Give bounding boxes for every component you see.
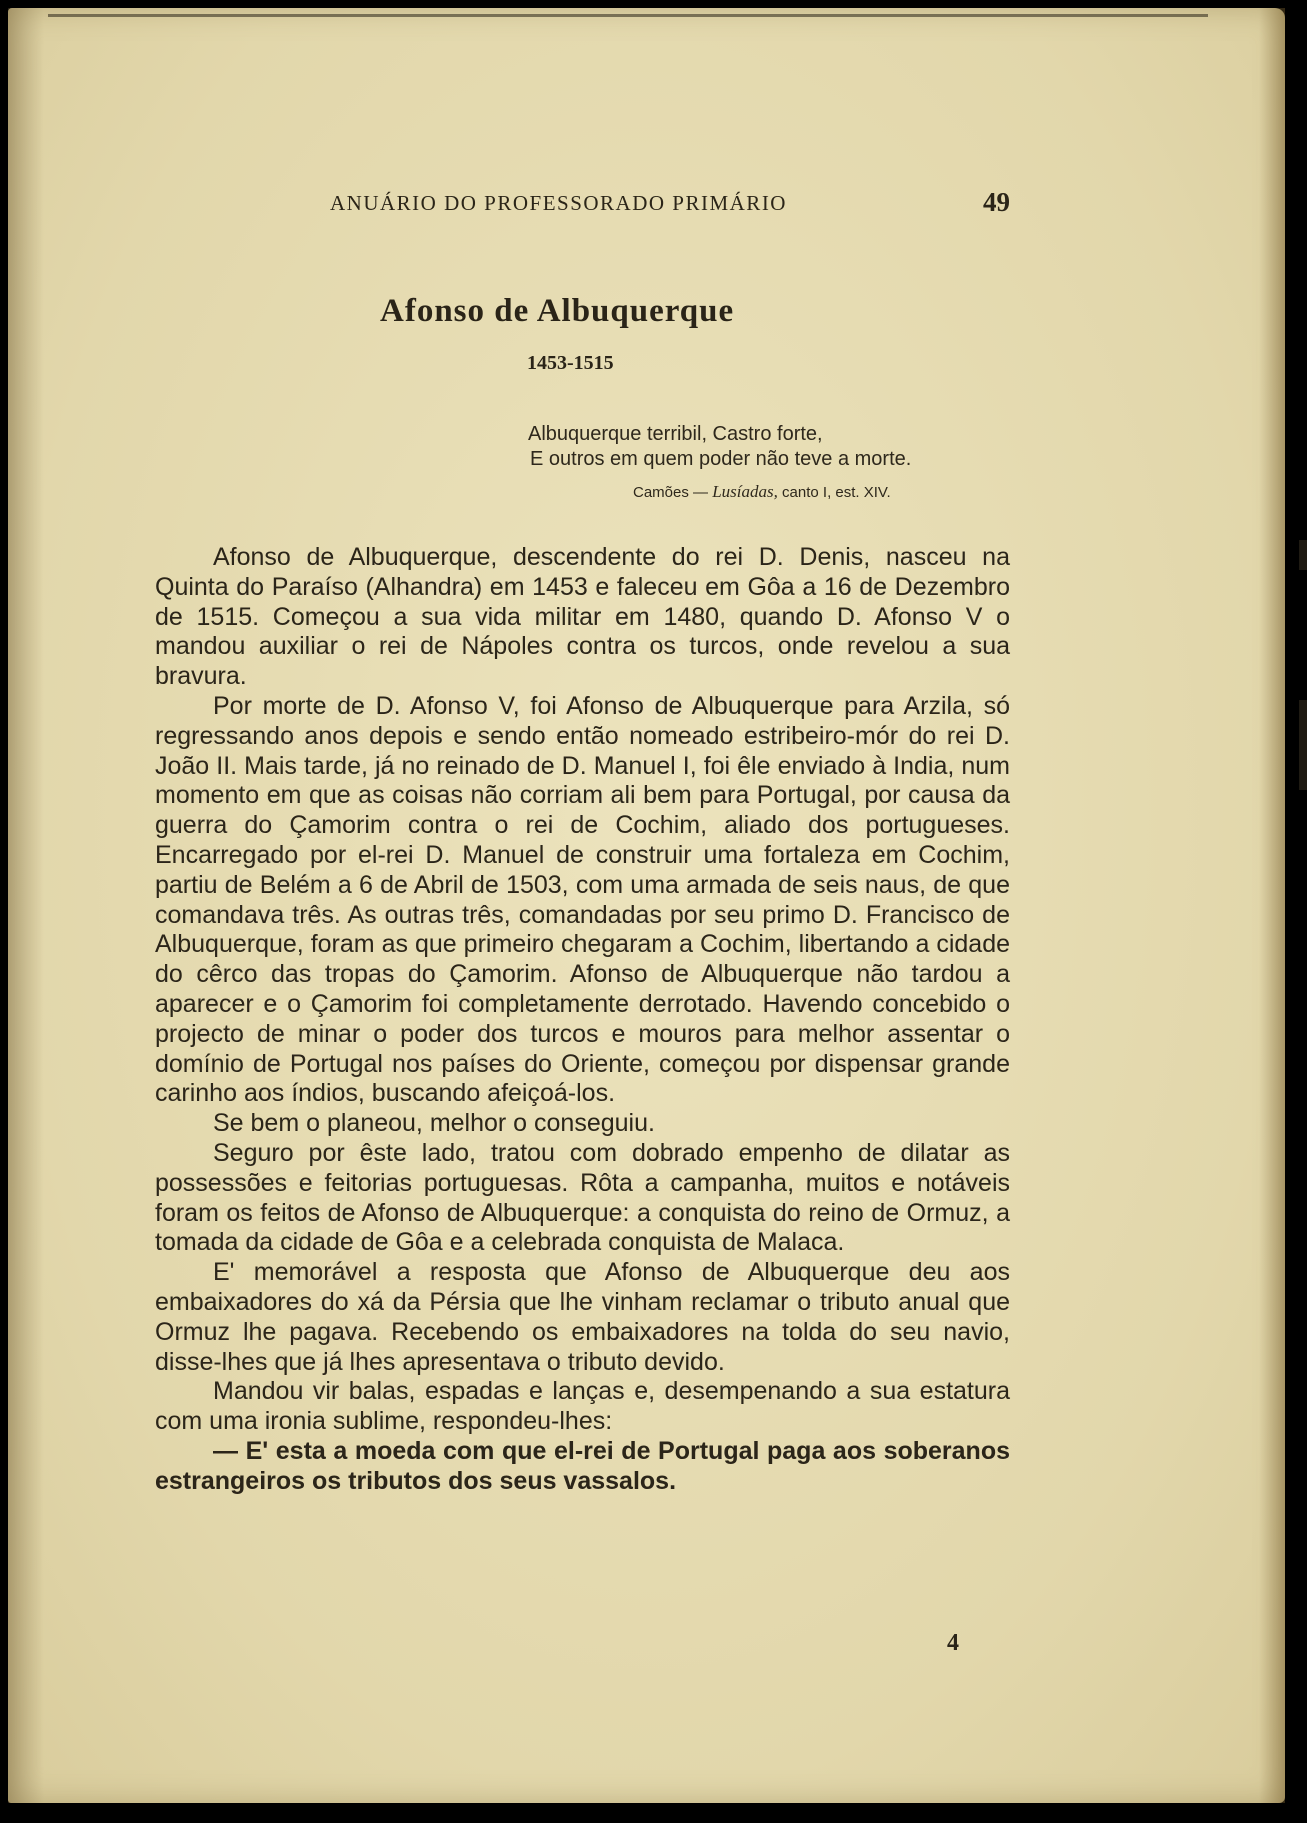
binding-tab-mark [1299, 700, 1307, 790]
paragraph: E' memorável a resposta que Afonso de Albuquerque deu aos embaixadores do xá da Pérsia que lhe vinham reclamar o tributo anual que Ormuz lhe pagava. Recebendo os embaixadores na tolda do seu navio, disse-lhes que já lhes apresentava o tributo devido. [155, 1258, 1010, 1376]
article-body [155, 543, 1010, 1497]
paragraph: Afonso de Albuquerque, descendente do rei D. Denis, nasceu na Quinta do Paraíso (Alhandra) em 1453 e faleceu em Gôa a 16 de Dezembro de 1515. Começou a sua vida militar em 1480, quando D. Afonso V o mandou auxiliar o rei de Nápoles contra os turcos, onde revelou a sua bravura. [155, 543, 1010, 691]
page-number: 49 [983, 187, 1010, 217]
epigraph-author: Camões — [633, 484, 709, 501]
article-dates: 1453-1515 [527, 352, 614, 374]
epigraph-attribution [633, 482, 891, 502]
signature-mark: 4 [947, 1630, 959, 1656]
epigraph-line: Albuquerque terribil, Castro forte, [528, 423, 823, 445]
epigraph [528, 422, 1008, 472]
running-header [330, 187, 1010, 217]
binding-tab-mark [1299, 540, 1307, 570]
paragraph: Por morte de D. Afonso V, foi Afonso de Albuquerque para Arzila, só regressando anos depois e sendo então nomeado estribeiro-mór do rei D. João II. Mais tarde, já no reinado de D. Manuel I, foi êle enviado à India, num momento em que as coisas não corriam ali bem para Portugal, por causa da guerra do Çamorim contra o rei de Cochim, aliado dos portugueses. Encarregado por el-rei D. Manuel de construir uma fortaleza em Cochim, partiu de Belém a 6 de Abril de 1503, com uma armada de seis naus, de que comandava três. As outras três, comandadas por seu primo D. Francisco de Albuquerque, foram as que primeiro chegaram a Cochim, libertando a cidade do cêrco das tropas do Çamorim. Afonso de Albuquerque não tardou a aparecer e o Çamorim foi completamente derrotado. Havendo concebido o projecto de minar o poder dos turcos e mouros para melhor assentar o domínio de Portugal nos países do Oriente, começou por dispensar grande carinho aos índios, buscando afeiçoá-los. [155, 691, 1010, 1108]
running-title: ANUÁRIO DO PROFESSORADO PRIMÁRIO [330, 191, 787, 215]
paragraph: Seguro por êste lado, tratou com dobrado empenho de dilatar as possessões e feitorias portuguesas. Rôta a campanha, muitos e notáveis foram os feitos de Afonso de Albuquerque: a conquista do reino de Ormuz, a tomada da cidade de Gôa e a celebrada conquista de Malaca. [155, 1138, 1010, 1257]
paragraph: Se bem o planeou, melhor o conseguiu. [213, 1109, 655, 1138]
top-edge-mark [48, 14, 1208, 17]
epigraph-reference: canto I, est. XIV. [782, 484, 891, 501]
epigraph-line: E outros em quem poder não teve a morte. [530, 448, 912, 470]
page-edge-shadow-right [1259, 8, 1285, 1803]
paragraph: Mandou vir balas, espadas e lanças e, desempenando a sua estatura com uma ironia sublime, respondeu-lhes: [155, 1377, 1010, 1436]
article-title: Afonso de Albuquerque [380, 293, 735, 329]
page-edge-shadow-left [8, 8, 44, 1803]
epigraph-work: Lusíadas, [712, 482, 778, 501]
dialogue-paragraph: — E' esta a moeda com que el-rei de Portugal paga aos soberanos estrangeiros os tributos dos seus vassalos. [155, 1436, 1010, 1495]
